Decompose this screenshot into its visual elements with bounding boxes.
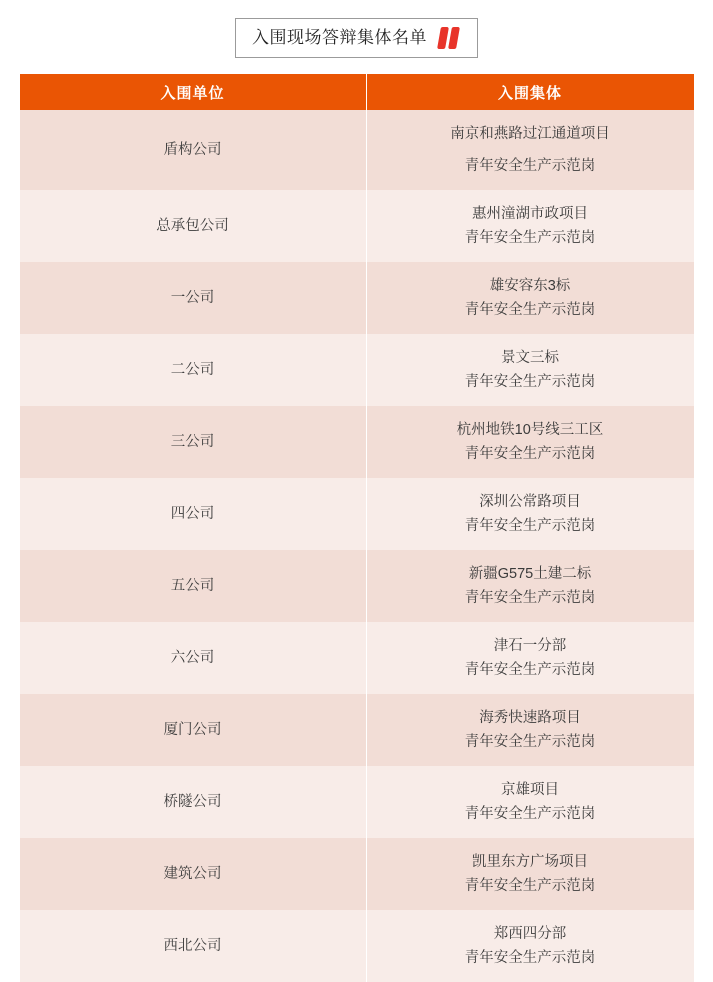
cell-unit: 三公司 (20, 406, 367, 478)
group-project-name: 海秀快速路项目 (479, 710, 581, 726)
group-project-name: 郑西四分部 (493, 926, 567, 942)
cell-group (366, 838, 694, 910)
cell-group (366, 550, 694, 622)
quote-mark-icon (437, 27, 461, 49)
group-award-name: 青年安全生产示范岗 (464, 374, 596, 390)
table-body (20, 110, 694, 982)
table-row (20, 838, 694, 910)
cell-unit: 一公司 (20, 262, 367, 334)
cell-unit: 五公司 (20, 550, 367, 622)
table-row (20, 478, 694, 550)
group-project-name: 京雄项目 (501, 782, 559, 798)
cell-group (366, 190, 694, 262)
cell-group (366, 334, 694, 406)
cell-unit: 总承包公司 (20, 190, 367, 262)
page-title: 入围现场答辩集体名单 (252, 28, 427, 47)
shortlist-table (20, 74, 694, 982)
cell-group (366, 694, 694, 766)
group-award-name: 青年安全生产示范岗 (464, 806, 596, 822)
cell-unit: 二公司 (20, 334, 367, 406)
table-row (20, 110, 694, 190)
group-award-name: 青年安全生产示范岗 (464, 158, 596, 174)
table-row (20, 334, 694, 406)
group-project-name: 杭州地铁10号线三工区 (456, 422, 604, 438)
table-row (20, 622, 694, 694)
group-project-name: 津石一分部 (493, 638, 567, 654)
group-project-name: 深圳公常路项目 (479, 494, 581, 510)
group-project-name: 景文三标 (501, 350, 559, 366)
cell-unit: 桥隧公司 (20, 766, 367, 838)
table-row (20, 694, 694, 766)
group-award-name: 青年安全生产示范岗 (464, 878, 596, 894)
title-box (235, 18, 478, 58)
cell-group (366, 262, 694, 334)
cell-unit: 厦门公司 (20, 694, 367, 766)
table-header-row (20, 74, 694, 110)
group-award-name: 青年安全生产示范岗 (464, 950, 596, 966)
cell-unit: 建筑公司 (20, 838, 367, 910)
table-row (20, 550, 694, 622)
group-award-name: 青年安全生产示范岗 (464, 302, 596, 318)
group-project-name: 南京和燕路过江通道项目 (450, 126, 610, 142)
cell-group (366, 622, 694, 694)
table-row (20, 190, 694, 262)
group-award-name: 青年安全生产示范岗 (464, 446, 596, 462)
cell-unit: 西北公司 (20, 910, 367, 982)
cell-group (366, 910, 694, 982)
title-block (0, 0, 713, 74)
group-project-name: 凯里东方广场项目 (472, 854, 588, 870)
group-award-name: 青年安全生产示范岗 (464, 590, 596, 606)
group-project-name: 新疆G575土建二标 (468, 566, 592, 582)
column-header-group: 入围集体 (366, 74, 694, 110)
table-header (20, 74, 694, 110)
cell-unit: 六公司 (20, 622, 367, 694)
table-row (20, 406, 694, 478)
table-row (20, 910, 694, 982)
table-row (20, 262, 694, 334)
group-project-name: 惠州潼湖市政项目 (472, 206, 588, 222)
group-award-name: 青年安全生产示范岗 (464, 734, 596, 750)
cell-group (366, 110, 694, 190)
cell-group (366, 406, 694, 478)
table-row (20, 766, 694, 838)
group-award-name: 青年安全生产示范岗 (464, 230, 596, 246)
cell-group (366, 766, 694, 838)
group-award-name: 青年安全生产示范岗 (464, 662, 596, 678)
cell-group (366, 478, 694, 550)
cell-unit: 盾构公司 (20, 110, 367, 190)
group-award-name: 青年安全生产示范岗 (464, 518, 596, 534)
group-project-name: 雄安容东3标 (489, 278, 571, 294)
column-header-unit: 入围单位 (20, 74, 367, 110)
cell-unit: 四公司 (20, 478, 367, 550)
